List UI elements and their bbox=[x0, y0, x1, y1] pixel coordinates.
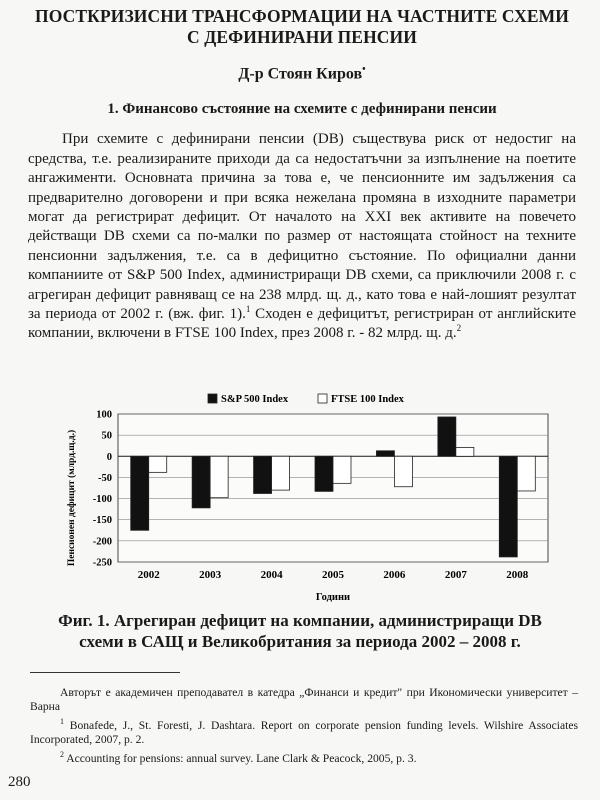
footnote-2 bbox=[30, 748, 578, 766]
y-axis-label: Пенсионен дефицит (млрд.щ.д.) bbox=[67, 429, 77, 567]
x-tick-label: 2006 bbox=[383, 569, 406, 581]
section-heading: 1. Финансово състояние на схемите с дефинирани пенсии bbox=[107, 101, 497, 118]
title-line-1: ПОСТКРИЗИСНИ ТРАНСФОРМАЦИИ НА ЧАСТНИТЕ СХЕМИ bbox=[35, 6, 569, 26]
paragraph-text-b: Сходен е дефицитът, регистриран от английските компании, включени в FTSE 100 Index, през 2008 г. - 82 млрд. щ. д. bbox=[28, 305, 577, 342]
footnote-author bbox=[30, 682, 578, 715]
x-axis-label: Години bbox=[315, 592, 351, 603]
footnotes bbox=[30, 682, 578, 766]
x-tick-label: 2008 bbox=[506, 569, 529, 581]
bar-ftse100 bbox=[149, 456, 167, 472]
y-tick-label: -100 bbox=[92, 494, 112, 506]
y-tick-label: -200 bbox=[92, 536, 112, 548]
x-tick-label: 2002 bbox=[137, 569, 160, 581]
article-title bbox=[28, 6, 576, 48]
footnote-text: Bonafede, J., St. Foresti, J. Dashtara. Report on corporate pension funding levels. Wilshire Associates Incorporated, 2007, p. 2. bbox=[30, 718, 578, 747]
bar-sp500 bbox=[438, 417, 456, 456]
x-tick-label: 2005 bbox=[322, 569, 344, 581]
bar-ftse100 bbox=[210, 456, 228, 497]
footnote-ref-2: 2 bbox=[456, 323, 462, 334]
bar-chart bbox=[28, 384, 568, 604]
author-name bbox=[28, 64, 576, 83]
footnote-mark: 2 bbox=[60, 749, 64, 759]
legend-swatch bbox=[318, 394, 327, 403]
caption-line-1: Фиг. 1. Агрегиран дефицит на компании, администриращи DB bbox=[58, 611, 542, 630]
body-paragraph bbox=[28, 130, 576, 343]
article bbox=[28, 6, 576, 344]
bar-sp500 bbox=[315, 456, 333, 491]
y-tick-label: 100 bbox=[96, 409, 112, 421]
legend-label: S&P 500 Index bbox=[221, 394, 289, 405]
footnote-text: Авторът е академичен преподавател в катедра „Финанси и кредит" при Икономически университет – Варна bbox=[30, 685, 578, 714]
legend-swatch bbox=[208, 394, 217, 403]
caption-line-2: схеми в САЩ и Великобритания за периода 2002 – 2008 г. bbox=[79, 632, 521, 651]
figure-caption bbox=[30, 610, 570, 652]
x-tick-label: 2003 bbox=[199, 569, 222, 581]
x-tick-label: 2007 bbox=[444, 569, 467, 581]
legend-label: FTSE 100 Index bbox=[331, 394, 404, 405]
author-footnote-mark: • bbox=[362, 64, 366, 75]
bar-sp500 bbox=[192, 456, 210, 508]
footnote-mark: 1 bbox=[60, 716, 64, 726]
author-text: Д-р Стоян Киров bbox=[238, 65, 363, 83]
bar-sp500 bbox=[376, 451, 394, 456]
y-tick-label: 0 bbox=[106, 451, 112, 463]
x-tick-label: 2004 bbox=[260, 569, 283, 581]
bar-ftse100 bbox=[333, 456, 351, 483]
y-tick-label: 50 bbox=[101, 430, 112, 442]
title-line-2: С ДЕФИНИРАНИ ПЕНСИИ bbox=[187, 27, 417, 47]
footnote-text: Accounting for pensions: annual survey. Lane Clark & Peacock, 2005, p. 3. bbox=[66, 751, 417, 765]
bar-ftse100 bbox=[272, 456, 290, 490]
bar-ftse100 bbox=[394, 456, 412, 486]
bar-sp500 bbox=[499, 456, 517, 557]
bar-ftse100 bbox=[517, 456, 535, 491]
y-tick-label: -150 bbox=[92, 515, 112, 527]
y-tick-label: -250 bbox=[92, 557, 112, 569]
footnote-1 bbox=[30, 715, 578, 748]
paragraph-text-a: При схемите с дефинирани пенсии (DB) съществува риск от недостиг на средства, т.е. реализираните приходи да са недостатъчни за изпълнение на поетите ангажименти. Основната причина за това е, че пенсионните им задължения са предварително договорени и при всяка нежелана промяна в изходните параметри могат да регистрират дефицит. От началото на XXI век активите на повечето действащи DB схеми са по-малки по размер от настоящата стойност на техните пенсионни задължения, т.е. са в дефицитно състояние. По официални данни компаниите от S&P 500 Index, администриращи DB схеми, са приключили 2008 г. с агрегиран дефицит равняващ се на 238 млрд. щ. д., като това е най-лошият резултат за периода от 2002 г. (вж. фиг. 1). bbox=[28, 131, 576, 322]
figure-1-chart bbox=[28, 384, 568, 604]
y-tick-label: -50 bbox=[98, 472, 112, 484]
bar-sp500 bbox=[131, 456, 149, 530]
footnote-ref-1: 1 bbox=[245, 303, 251, 314]
footnote-separator bbox=[30, 672, 180, 673]
bar-sp500 bbox=[254, 456, 272, 493]
bar-ftse100 bbox=[456, 447, 474, 456]
page-number: 280 bbox=[8, 774, 31, 790]
